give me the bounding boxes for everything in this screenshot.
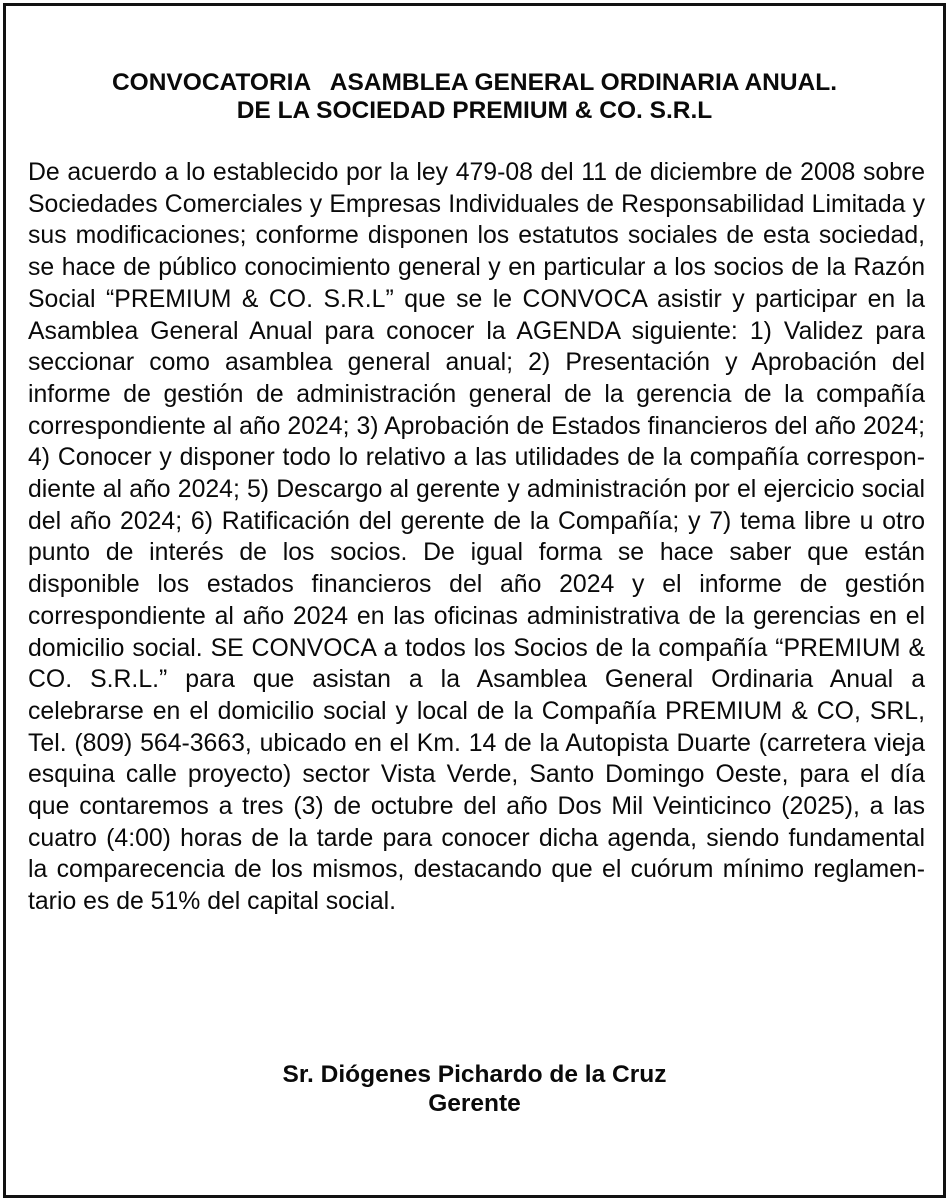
notice-title-line-1: CONVOCATORIA ASAMBLEA GENERAL ORDINARIA ANUAL. <box>111 69 838 96</box>
signatory-name: Sr. Diógenes Pichardo de la Cruz <box>282 1061 667 1088</box>
signature-block <box>6 1060 943 1118</box>
notice-title-line-2: DE LA SOCIEDAD PREMIUM & CO. S.R.L <box>236 97 713 124</box>
notice-frame <box>3 3 946 1198</box>
notice-title <box>6 69 943 125</box>
notice-body: De acuerdo a lo establecido por la ley 479-08 del 11 de diciembre de 2008 sobre Sociedades Comerciales y Empresas Individuales de Responsabilidad Limitada y sus modificaciones; conforme disponen los estatutos sociales de esta sociedad, se hace de público conocimiento general y en particular a los socios de la Razón Social “PREMIUM & CO. S.R.L” que se le CONVOCA asistir y participar en la Asamblea General Anual para conocer la AGENDA siguiente: 1) Validez para seccionar como asamblea general anual; 2) Presentación y Aprobación del informe de gestión de administración general de la gerencia de la compañía correspondiente al año 2024; 3) Aprobación de Estados financieros del año 2024; 4) Conocer y disponer todo lo relativo a las utilidades de la compañía correspondiente al año 2024; 5) Descargo al gerente y administración por el ejercicio social del año 2024; 6) Ratificación del gerente de la Compañía; y 7) tema libre u otro punto de interés de los socios. De igual forma se hace saber que están disponible los estados financieros del año 2024 y el informe de gestión correspondiente al año 2024 en las oficinas administrativa de la gerencias en el domicilio social. SE CONVOCA a todos los Socios de la compañía “PREMIUM & CO. S.R.L.” para que asistan a la Asamblea General Ordinaria Anual a celebrarse en el domicilio social y local de la Compañía PREMIUM & CO, SRL, Tel. (809) 564-3663, ubicado en el Km. 14 de la Autopista Duarte (carretera vieja esquina calle proyecto) sector Vista Verde, Santo Domingo Oeste, para el día que contaremos a tres (3) de octubre del año Dos Mil Veinticinco (2025), a las cuatro (4:00) horas de la tarde para conocer dicha agenda, siendo fundamental la comparecencia de los mismos, destacando que el cuórum mínimo reglamentario es de 51% del capital social. <box>28 159 925 916</box>
signatory-role: Gerente <box>428 1090 521 1117</box>
